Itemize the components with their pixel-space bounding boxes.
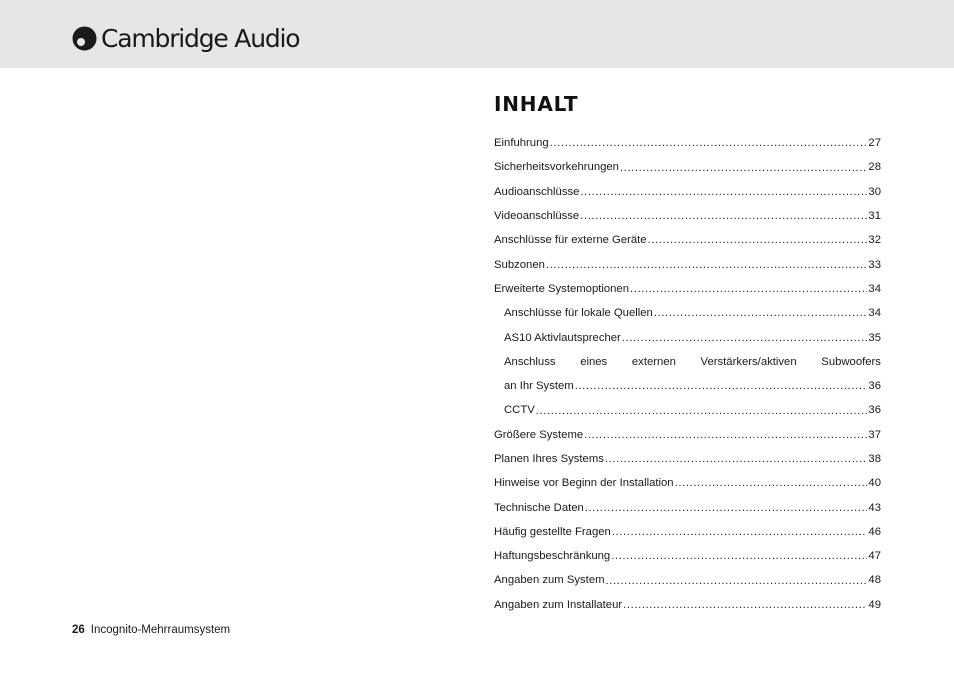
toc-subentry[interactable] <box>494 301 881 325</box>
dot-leader <box>606 575 868 588</box>
toc-subentry[interactable] <box>494 398 881 422</box>
dot-leader <box>550 137 868 150</box>
toc-entry[interactable] <box>494 568 881 592</box>
dot-leader <box>612 526 868 539</box>
toc-entry-title: Audioanschlüsse <box>494 185 580 198</box>
toc-entry-title: Angaben zum System <box>494 574 605 587</box>
cambridge-audio-logo-icon <box>72 26 97 51</box>
toc-entry-page: 34 <box>868 307 881 320</box>
toc-entry-word: Anschluss <box>504 355 556 368</box>
toc-entry-page: 36 <box>868 404 881 417</box>
dot-leader <box>575 380 868 393</box>
dot-leader <box>580 210 867 223</box>
toc-entry-title: Angaben zum Installateur <box>494 598 623 611</box>
toc-entry-page: 38 <box>868 453 881 465</box>
dot-leader <box>622 332 868 345</box>
toc-entry-page: 27 <box>868 137 881 150</box>
toc-entry[interactable] <box>494 423 881 447</box>
toc-entry-title: Planen Ihres Systems <box>494 453 604 465</box>
toc-entry-page: 43 <box>868 501 881 514</box>
dot-leader <box>630 283 867 296</box>
toc-entry[interactable] <box>494 520 881 544</box>
toc-entry[interactable] <box>494 544 881 568</box>
toc-entry-title: Anschlüsse für externe Geräte <box>494 234 647 247</box>
toc-entry-page: 49 <box>868 598 881 611</box>
toc-entry[interactable] <box>494 495 881 519</box>
dot-leader <box>611 550 867 563</box>
brand-name: Cambridge Audio <box>101 23 300 53</box>
toc-entry-word: externen <box>631 355 676 368</box>
page-title: INHALT <box>494 92 579 116</box>
header-bar <box>0 0 954 68</box>
toc-entry-title: an Ihr System <box>504 380 574 393</box>
toc-entry[interactable] <box>494 593 881 617</box>
dot-leader <box>654 307 868 320</box>
toc-subentry[interactable] <box>494 374 881 398</box>
toc-entry[interactable] <box>494 204 881 228</box>
toc-entry-word: Verstärkers/aktiven <box>700 355 797 368</box>
dot-leader <box>536 405 868 418</box>
dot-leader <box>620 162 867 175</box>
toc-entry-page: 28 <box>868 161 881 174</box>
toc-entry-title: Häufig gestellte Fragen <box>494 525 611 538</box>
toc-entry[interactable] <box>494 277 881 301</box>
table-of-contents <box>494 131 881 617</box>
toc-subentry-wrapped-line[interactable] <box>494 350 881 374</box>
toc-entry-title: Hinweise vor Beginn der Installation <box>494 477 674 490</box>
toc-entry-page: 40 <box>868 477 881 490</box>
dot-leader <box>623 599 867 612</box>
toc-entry-page: 31 <box>868 210 881 223</box>
toc-entry-page: 33 <box>868 258 881 271</box>
dot-leader <box>584 429 867 442</box>
page-footer <box>72 624 230 636</box>
toc-entry[interactable] <box>494 131 881 155</box>
toc-entry[interactable] <box>494 180 881 204</box>
toc-entry-title: Videoanschlüsse <box>494 210 580 223</box>
toc-entry-title: Größere Systeme <box>494 428 584 441</box>
toc-entry-title: Einfuhrung <box>494 137 549 150</box>
dot-leader <box>605 453 868 466</box>
toc-entry-page: 37 <box>868 428 881 441</box>
toc-entry-page: 32 <box>868 234 881 247</box>
toc-entry-word: eines <box>580 355 608 368</box>
toc-entry-title: Sicherheitsvorkehrungen <box>494 161 619 174</box>
toc-entry-page: 46 <box>868 525 881 538</box>
toc-entry[interactable] <box>494 228 881 252</box>
toc-entry-page: 34 <box>868 282 881 295</box>
toc-entry-word: Subwoofers <box>821 355 881 368</box>
dot-leader <box>648 234 868 247</box>
toc-entry-page: 36 <box>868 380 881 393</box>
toc-entry-title: Technische Daten <box>494 501 584 514</box>
toc-entry[interactable] <box>494 252 881 276</box>
toc-entry-page: 35 <box>868 331 881 344</box>
dot-leader <box>580 186 867 199</box>
toc-entry-page: 48 <box>868 574 881 587</box>
toc-entry-title: Erweiterte Systemoptionen <box>494 282 629 295</box>
toc-entry-page: 30 <box>868 185 881 198</box>
dot-leader <box>546 259 868 272</box>
brand-logo <box>72 18 299 58</box>
toc-entry-title: CCTV <box>504 404 535 417</box>
toc-entry[interactable] <box>494 471 881 495</box>
toc-entry-title: AS10 Aktivlautsprecher <box>504 331 621 344</box>
page-number: 26 <box>72 624 85 636</box>
toc-entry[interactable] <box>494 155 881 179</box>
toc-subentry[interactable] <box>494 325 881 349</box>
toc-entry-title: Anschlüsse für lokale Quellen <box>504 307 653 320</box>
dot-leader <box>675 477 868 490</box>
footer-text: Incognito-Mehrraumsystem <box>90 624 231 636</box>
toc-entry-title: Subzonen <box>494 258 545 271</box>
toc-entry-title: Haftungsbeschränkung <box>494 550 611 563</box>
toc-entry-page: 47 <box>868 550 881 563</box>
dot-leader <box>585 502 868 515</box>
toc-entry[interactable] <box>494 447 881 471</box>
